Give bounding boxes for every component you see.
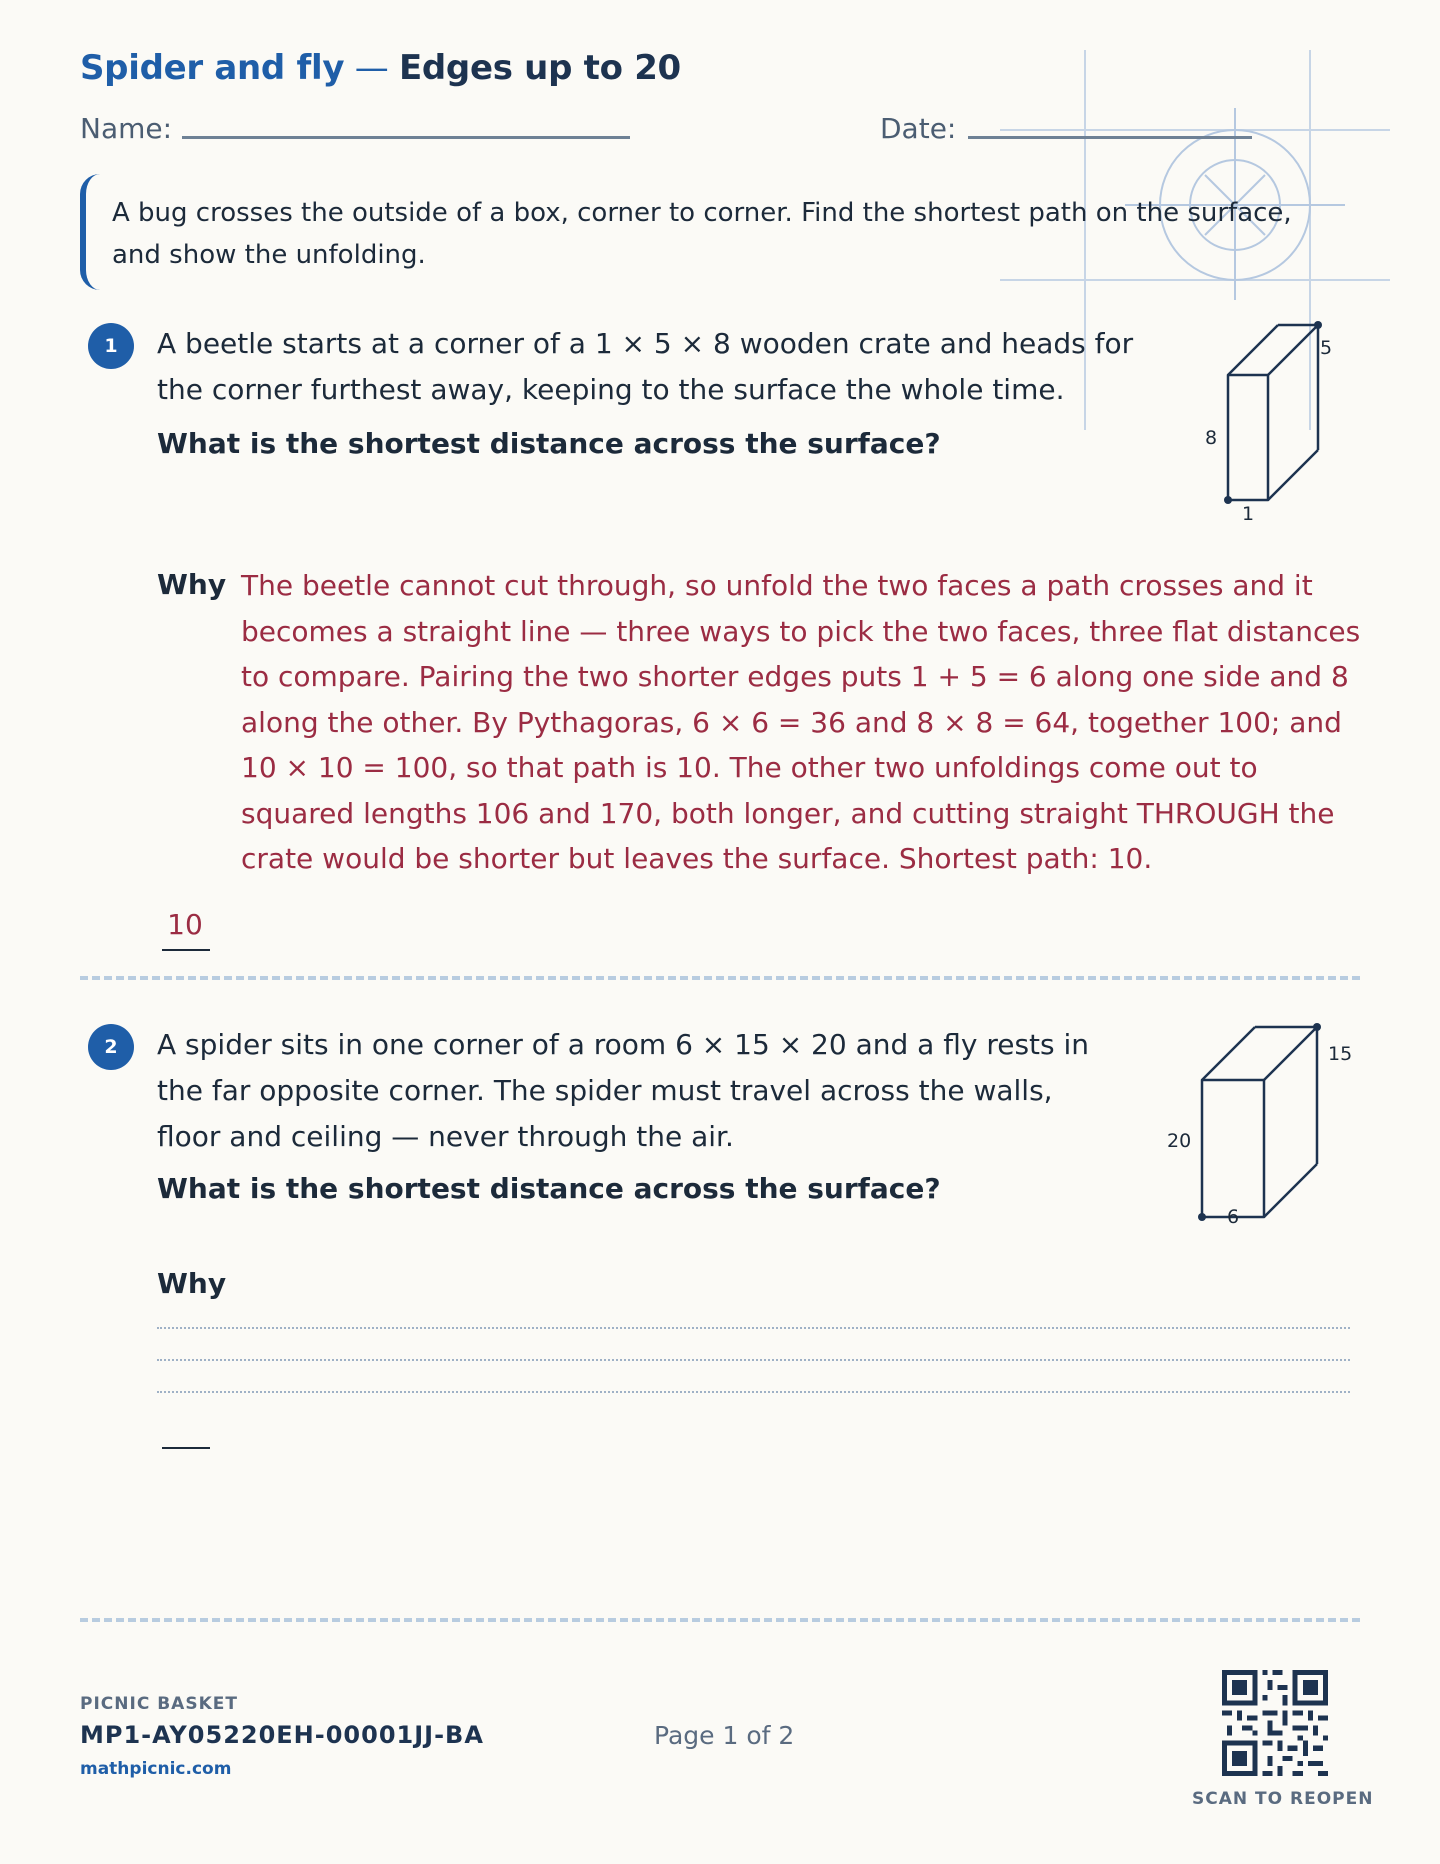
question-number-badge: 1 (88, 323, 134, 369)
answer-line[interactable] (162, 949, 210, 951)
writing-line[interactable] (157, 1391, 1350, 1393)
why-label: Why (157, 1267, 227, 1300)
box-depth-label: 5 (1320, 337, 1333, 359)
question-text: A beetle starts at a corner of a 1 × 5 × 8 wooden crate and heads for the corner furthest away, keeping to the surface the whole time. (157, 327, 1134, 406)
box-height-label: 8 (1205, 427, 1218, 449)
answer-value: 10 (167, 908, 203, 941)
worksheet-code: MP1-AY05220EH-00001JJ-BA (80, 1721, 484, 1749)
page-number: Page 1 of 2 (654, 1721, 795, 1750)
box-height-label: 20 (1167, 1130, 1192, 1152)
date-label: Date: (880, 112, 957, 145)
why-explanation: The beetle cannot cut through, so unfold the two faces a path crosses and it becomes a straight line — three ways to pick the two faces, three flat distances to compare. Pairing the two shorter edges puts 1 + 5 = 6 along one side and 8 along the other. By Pythagoras, 6 × 6 = 36 and 8 × 8 = 64, together 100; and 10 × 10 = 100, so that path is 10. The other two unfoldings come out to squared lengths 106 and 170, both longer, and cutting straight THROUGH the crate would be shorter but leaves the surface. Shortest path: 10. (241, 569, 1361, 875)
box-width-label: 1 (1242, 503, 1255, 525)
writing-line[interactable] (157, 1327, 1350, 1329)
instructions-text: A bug crosses the outside of a box, corner to corner. Find the shortest path on the surface, and show the unfolding. (112, 198, 1292, 270)
name-field[interactable] (182, 136, 630, 139)
answer-line[interactable] (162, 1447, 210, 1449)
question-text: A spider sits in one corner of a room 6 × 15 × 20 and a fly rests in the far opposite corner. The spider must travel across the walls, floor and ceiling — never through the air. (157, 1028, 1090, 1153)
brand-label: PICNIC BASKET (80, 1694, 238, 1714)
box-depth-label: 15 (1328, 1043, 1353, 1065)
why-label: Why (157, 568, 227, 601)
scan-caption: SCAN TO REOPEN (1192, 1789, 1374, 1809)
question-prompt: What is the shortest distance across the surface? (157, 427, 941, 460)
question-prompt: What is the shortest distance across the surface? (157, 1172, 941, 1205)
section-divider (80, 976, 1360, 980)
footer-divider (80, 1618, 1360, 1622)
question-number-badge: 2 (88, 1024, 134, 1070)
qr-code-icon[interactable] (1222, 1670, 1328, 1776)
date-field[interactable] (968, 136, 1252, 139)
worksheet-title: Spider and fly — Edges up to 20 (80, 48, 681, 88)
site-link[interactable]: mathpicnic.com (80, 1759, 232, 1779)
box-width-label: 6 (1227, 1206, 1240, 1228)
crate-box-diagram (1190, 315, 1360, 530)
name-label: Name: (80, 112, 173, 145)
writing-line[interactable] (157, 1359, 1350, 1361)
